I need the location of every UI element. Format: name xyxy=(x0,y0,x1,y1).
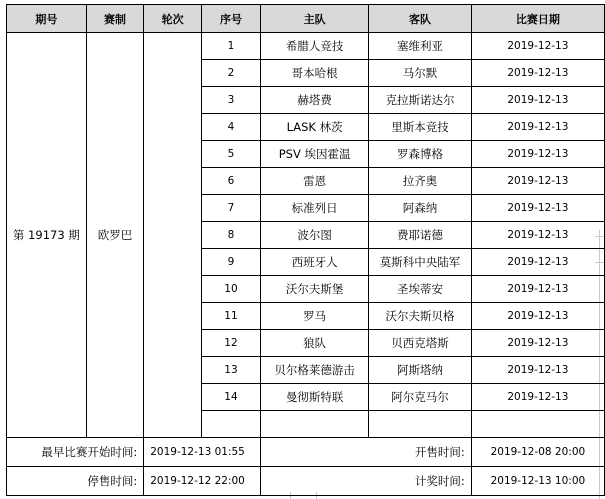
away-team-cell: 马尔默 xyxy=(369,60,472,87)
earliest-start-label: 最早比赛开始时间: xyxy=(7,438,144,467)
home-team-cell: 罗马 xyxy=(260,303,368,330)
seq-cell: 9 xyxy=(202,249,261,276)
schedule-table xyxy=(6,4,605,496)
home-team-cell: 狼队 xyxy=(260,330,368,357)
seq-cell: 3 xyxy=(202,87,261,114)
empty-cell xyxy=(369,411,472,438)
away-team-cell: 莫斯科中央陆军 xyxy=(369,249,472,276)
date-cell: 2019-12-13 xyxy=(471,330,604,357)
competition-cell: 欧罗巴 xyxy=(86,33,144,438)
away-team-cell: 费耶诺德 xyxy=(369,222,472,249)
date-cell: 2019-12-13 xyxy=(471,249,604,276)
date-cell: 2019-12-13 xyxy=(471,384,604,411)
date-cell: 2019-12-13 xyxy=(471,195,604,222)
away-team-cell: 阿斯塔纳 xyxy=(369,357,472,384)
seq-cell: 4 xyxy=(202,114,261,141)
date-cell: 2019-12-13 xyxy=(471,141,604,168)
header-away: 客队 xyxy=(369,5,472,33)
sale-open-label: 开售时间: xyxy=(260,438,471,467)
away-team-cell: 沃尔夫斯贝格 xyxy=(369,303,472,330)
header-issue: 期号 xyxy=(7,5,87,33)
footer-row-earliest xyxy=(7,438,605,467)
seq-cell: 12 xyxy=(202,330,261,357)
seq-cell: 2 xyxy=(202,60,261,87)
empty-cell xyxy=(202,411,261,438)
away-team-cell: 拉齐奥 xyxy=(369,168,472,195)
away-team-cell: 圣埃蒂安 xyxy=(369,276,472,303)
earliest-start-value: 2019-12-13 01:55 xyxy=(144,438,261,467)
empty-cell xyxy=(471,411,604,438)
header-seq: 序号 xyxy=(202,5,261,33)
date-cell: 2019-12-13 xyxy=(471,60,604,87)
seq-cell: 10 xyxy=(202,276,261,303)
seq-cell: 7 xyxy=(202,195,261,222)
date-cell: 2019-12-13 xyxy=(471,357,604,384)
date-cell: 2019-12-13 xyxy=(471,114,604,141)
date-cell: 2019-12-13 xyxy=(471,276,604,303)
prize-calc-value: 2019-12-13 10:00 xyxy=(471,467,604,496)
date-cell: 2019-12-13 xyxy=(471,303,604,330)
home-team-cell: 沃尔夫斯堡 xyxy=(260,276,368,303)
sale-stop-label: 停售时间: xyxy=(7,467,144,496)
home-team-cell: 标准列日 xyxy=(260,195,368,222)
footer-row-stop xyxy=(7,467,605,496)
table-row xyxy=(7,33,605,60)
home-team-cell: 西班牙人 xyxy=(260,249,368,276)
home-team-cell: 哥本哈根 xyxy=(260,60,368,87)
date-cell: 2019-12-13 xyxy=(471,87,604,114)
prize-calc-label: 计奖时间: xyxy=(260,467,471,496)
date-cell: 2019-12-13 xyxy=(471,168,604,195)
header-competition: 赛制 xyxy=(86,5,144,33)
away-team-cell: 塞维利亚 xyxy=(369,33,472,60)
seq-cell: 8 xyxy=(202,222,261,249)
seq-cell: 14 xyxy=(202,384,261,411)
away-team-cell: 里斯本竞技 xyxy=(369,114,472,141)
home-team-cell: 曼彻斯特联 xyxy=(260,384,368,411)
away-team-cell: 贝西克塔斯 xyxy=(369,330,472,357)
header-date: 比赛日期 xyxy=(471,5,604,33)
seq-cell: 6 xyxy=(202,168,261,195)
round-cell xyxy=(144,33,202,438)
issue-cell: 第 19173 期 xyxy=(7,33,87,438)
seq-cell: 11 xyxy=(202,303,261,330)
home-team-cell: 波尔图 xyxy=(260,222,368,249)
sale-stop-value: 2019-12-12 22:00 xyxy=(144,467,261,496)
seq-cell: 1 xyxy=(202,33,261,60)
away-team-cell: 罗森博格 xyxy=(369,141,472,168)
home-team-cell: LASK 林茨 xyxy=(260,114,368,141)
seq-cell: 5 xyxy=(202,141,261,168)
home-team-cell: 赫塔费 xyxy=(260,87,368,114)
date-cell: 2019-12-13 xyxy=(471,33,604,60)
date-cell: 2019-12-13 xyxy=(471,222,604,249)
away-team-cell: 阿森纳 xyxy=(369,195,472,222)
empty-cell xyxy=(260,411,368,438)
header-home: 主队 xyxy=(260,5,368,33)
home-team-cell: 贝尔格莱德游击 xyxy=(260,357,368,384)
home-team-cell: 雷恩 xyxy=(260,168,368,195)
sale-open-value: 2019-12-08 20:00 xyxy=(471,438,604,467)
away-team-cell: 克拉斯诺达尔 xyxy=(369,87,472,114)
home-team-cell: PSV 埃因霍温 xyxy=(260,141,368,168)
home-team-cell: 希腊人竞技 xyxy=(260,33,368,60)
away-team-cell: 阿尔克马尔 xyxy=(369,384,472,411)
seq-cell: 13 xyxy=(202,357,261,384)
header-round: 轮次 xyxy=(144,5,202,33)
header-row xyxy=(7,5,605,33)
